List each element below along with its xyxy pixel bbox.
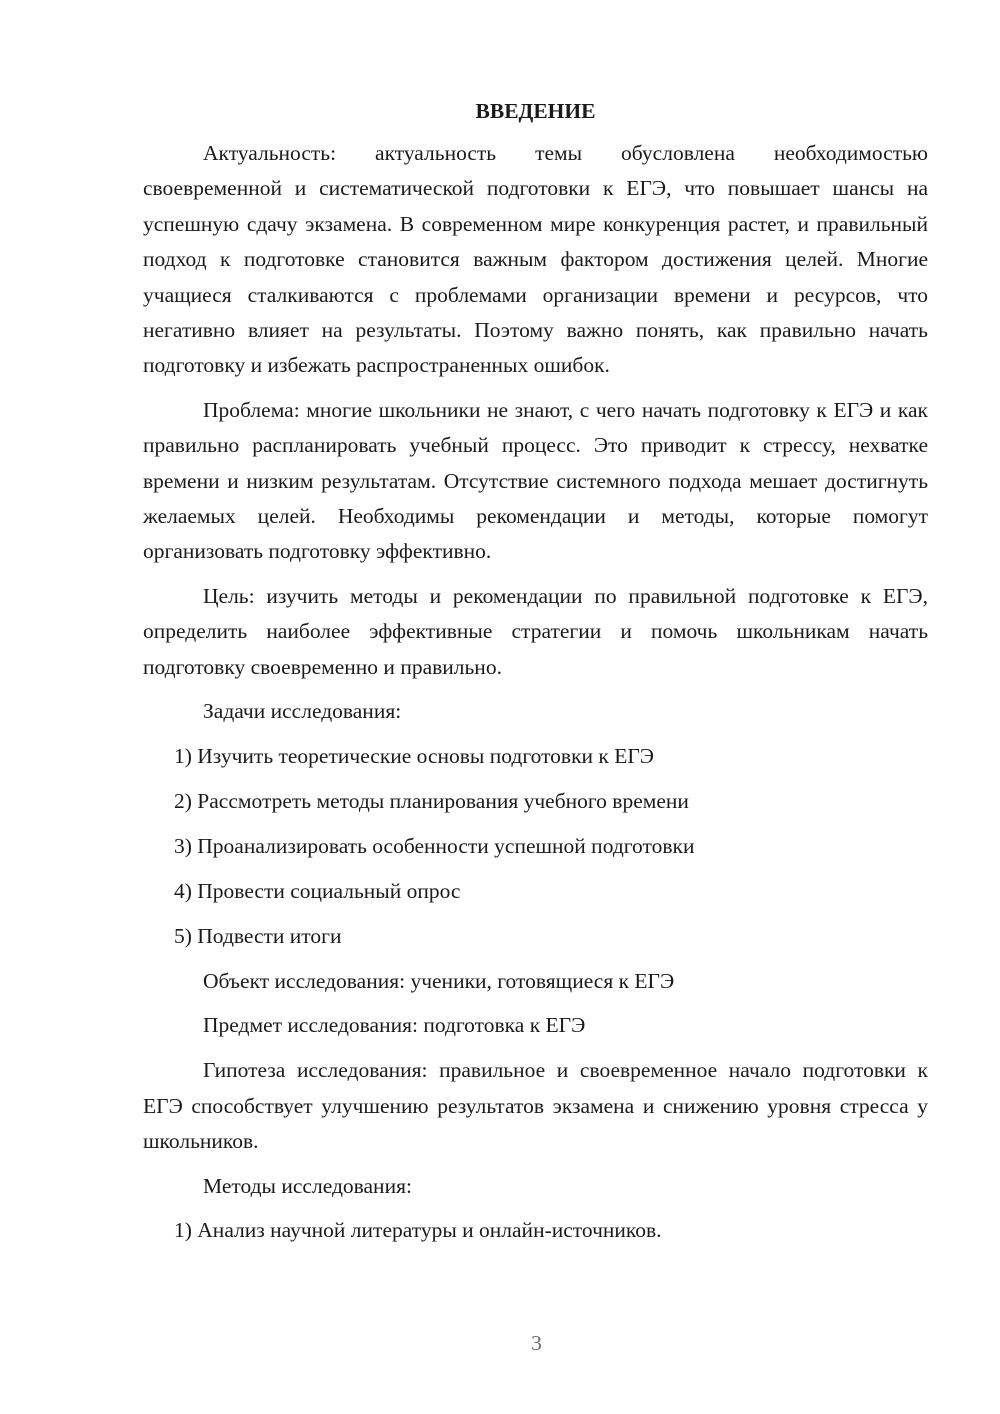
hypothesis-paragraph: Гипотеза исследования: правильное и своевременное начало подготовки к ЕГЭ способствует улучшению результатов экзамена и снижению уровня стресса у школьников.	[143, 1058, 928, 1154]
goal-paragraph: Цель: изучить методы и рекомендации по правильной подготовке к ЕГЭ, определить наиболее эффективные стратегии и помочь школьникам начать подготовку своевременно и правильно.	[143, 583, 928, 679]
task-item: 3) Проанализировать особенности успешной подготовки	[174, 833, 695, 858]
research-subject: Предмет исследования: подготовка к ЕГЭ	[203, 1013, 586, 1038]
method-item: 1) Анализ научной литературы и онлайн-источников.	[174, 1218, 662, 1243]
task-item: 5) Подвести итоги	[174, 923, 342, 948]
problem-paragraph: Проблема: многие школьники не знают, с чего начать подготовку к ЕГЭ и как правильно распланировать учебный процесс. Это приводит к стрессу, нехватке времени и низким результатам. Отсутствие системного подхода мешает достигнуть желаемых целей. Необходимы рекомендации и методы, которые помогут организовать подготовку эффективно.	[143, 397, 928, 564]
task-item: 4) Провести социальный опрос	[174, 878, 461, 903]
page-number: 3	[531, 1331, 542, 1355]
methods-heading: Методы исследования:	[203, 1173, 412, 1198]
task-item: 1) Изучить теоретические основы подготовки к ЕГЭ	[174, 744, 654, 768]
document-page	[143, 92, 928, 1258]
tasks-heading: Задачи исследования:	[203, 699, 402, 724]
task-item: 2) Рассмотреть методы планирования учебного времени	[174, 788, 689, 813]
relevance-paragraph: Актуальность: актуальность темы обусловлена необходимостью своевременной и систематической подготовки к ЕГЭ, что повышает шансы на успешную сдачу экзамена. В современном мире конкуренция растет, и правильный подход к подготовке становится важным фактором достижения целей. Многие учащиеся сталкиваются с проблемами организации времени и ресурсов, что негативно влияет на результаты. Поэтому важно понять, как правильно начать подготовку и избежать распространенных ошибок.	[143, 141, 928, 378]
section-title: ВВЕДЕНИЕ	[475, 99, 596, 123]
research-object: Объект исследования: ученики, готовящиеся к ЕГЭ	[203, 968, 675, 993]
